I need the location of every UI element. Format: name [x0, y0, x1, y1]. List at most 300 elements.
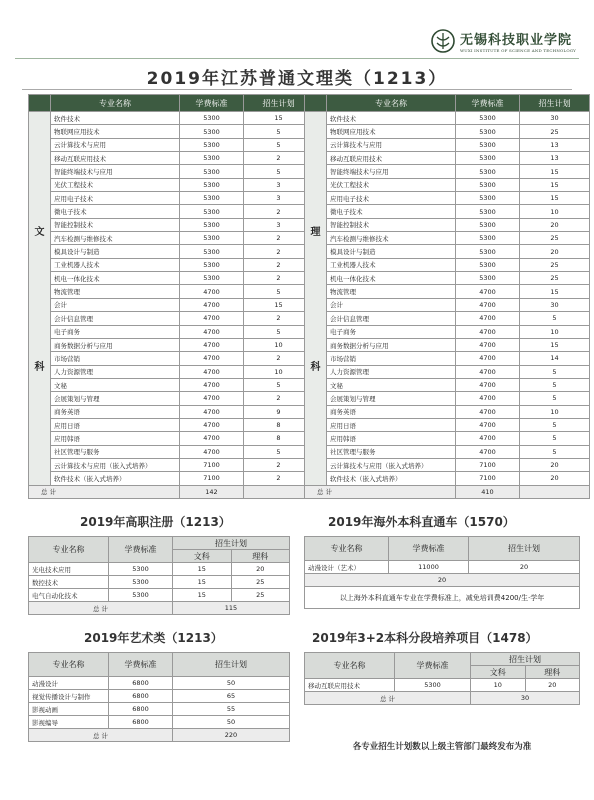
col-header-name: 专业名称: [29, 653, 109, 677]
major-name: 工业机器人技术: [51, 258, 180, 271]
plan: 9: [244, 405, 314, 418]
fee: 4700: [456, 352, 520, 365]
major-name: 工业机器人技术: [327, 258, 456, 271]
footer-note: 各专业招生计划数以上级主管部门最终发布为准: [352, 742, 532, 752]
fee: 11000: [389, 561, 469, 574]
major-name: 机电一体化技术: [51, 272, 180, 285]
fee: 4700: [456, 392, 520, 405]
fee: 5300: [109, 589, 173, 602]
table-row: [305, 178, 590, 191]
plan-wen: 15: [173, 589, 232, 602]
col-header-fee: 学费标准: [109, 537, 173, 563]
school-emblem-icon: [430, 28, 456, 54]
table-row: [29, 298, 314, 311]
header-divider: [15, 58, 579, 59]
category-side-label: [305, 112, 327, 486]
side-char: 文: [34, 227, 45, 239]
title-divider: [22, 89, 572, 90]
plan-li: 20: [231, 563, 290, 576]
table-row: [29, 338, 314, 351]
major-name: 智能终端技术与应用: [327, 165, 456, 178]
table-row: [29, 690, 290, 703]
plan: 3: [244, 178, 314, 191]
side-char: 理: [310, 227, 321, 239]
fee: 5300: [456, 245, 520, 258]
major-name: 云计算技术与应用: [51, 138, 180, 151]
fee: 5300: [456, 112, 520, 125]
col-header-name: 专业名称: [327, 95, 456, 112]
li-ke-table: [304, 94, 590, 499]
major-name: 软件技术（嵌入式培养）: [327, 472, 456, 485]
table-row: [29, 563, 290, 576]
table-row: [305, 445, 590, 458]
plan: 5: [244, 325, 314, 338]
table-row: [29, 192, 314, 205]
side-char: 科: [34, 362, 45, 374]
major-name: 移动互联应用技术: [305, 679, 395, 692]
table-row: [305, 392, 590, 405]
table-row: [29, 365, 314, 378]
fee: 4700: [180, 392, 244, 405]
fee: 5300: [180, 165, 244, 178]
fee: 4700: [456, 285, 520, 298]
table-row: [29, 576, 290, 589]
fee: 5300: [180, 192, 244, 205]
fee: 5300: [456, 138, 520, 151]
table-row: [305, 125, 590, 138]
fee: 4700: [180, 298, 244, 311]
fee: 5300: [180, 218, 244, 231]
table-row: [305, 679, 580, 692]
major-name: 物联网应用技术: [51, 125, 180, 138]
table-row: [29, 703, 290, 716]
haiwai-table: [304, 536, 580, 609]
fee: 4700: [180, 445, 244, 458]
plan: 5: [520, 432, 590, 445]
total-label: 总 计: [29, 602, 173, 615]
major-name: 市场营销: [327, 352, 456, 365]
plan: 13: [520, 152, 590, 165]
major-name: 会计信息管理: [51, 312, 180, 325]
major-name: 影视动画: [29, 703, 109, 716]
plan: 15: [520, 338, 590, 351]
major-name: 软件技术: [51, 112, 180, 125]
total-label: 总 计: [29, 729, 173, 742]
fee: 5300: [180, 272, 244, 285]
total-row: [305, 692, 580, 705]
table-row: [305, 165, 590, 178]
fee: 5300: [180, 125, 244, 138]
major-name: 应用日语: [327, 418, 456, 431]
fee: 4700: [456, 405, 520, 418]
table-row: [29, 312, 314, 325]
major-name: 模具设计与制造: [327, 245, 456, 258]
plan: 2: [244, 392, 314, 405]
col-header-fee: 学费标准: [389, 537, 469, 561]
fee: 4700: [456, 378, 520, 391]
fee: 7100: [456, 458, 520, 471]
total-empty: [520, 485, 590, 498]
plan: 5: [520, 365, 590, 378]
plan: 13: [520, 138, 590, 151]
table-row: [305, 272, 590, 285]
total-value: 410: [456, 485, 520, 498]
fee: 6800: [109, 677, 173, 690]
school-name-en: WUXI INSTITUTE OF SCIENCE AND TECHNOLOGY: [459, 48, 576, 53]
major-name: 微电子技术: [51, 205, 180, 218]
fee: 4700: [456, 298, 520, 311]
plan: 2: [244, 258, 314, 271]
major-name: 应用韩语: [51, 432, 180, 445]
table-row: [29, 325, 314, 338]
major-name: 会计: [51, 298, 180, 311]
col-header-li: 理科: [231, 550, 290, 563]
fee: 7100: [180, 458, 244, 471]
plan: 15: [520, 165, 590, 178]
sanjia-table: [304, 652, 580, 705]
fee: 5300: [180, 138, 244, 151]
plan: 5: [520, 445, 590, 458]
col-header-plan: 招生计划: [173, 537, 290, 550]
plan: 5: [244, 445, 314, 458]
fee: 4700: [456, 325, 520, 338]
fee: 4700: [180, 418, 244, 431]
major-name: 汽车检测与维修技术: [51, 232, 180, 245]
major-name: 应用电子技术: [51, 192, 180, 205]
plan: 8: [244, 432, 314, 445]
major-name: 社区管理与服务: [327, 445, 456, 458]
fee: 4700: [180, 352, 244, 365]
table-row: [29, 218, 314, 231]
major-name: 会展策划与管理: [327, 392, 456, 405]
table-row: [305, 298, 590, 311]
total-value: 142: [180, 485, 244, 498]
col-header-wen: 文科: [173, 550, 232, 563]
table-row: [29, 285, 314, 298]
fee: 5300: [456, 178, 520, 191]
category-side-label: [29, 112, 51, 486]
major-name: 会计信息管理: [327, 312, 456, 325]
plan: 15: [520, 178, 590, 191]
plan-wen: 15: [173, 563, 232, 576]
major-name: 移动互联应用技术: [51, 152, 180, 165]
fee: 4700: [180, 405, 244, 418]
fee: 6800: [109, 716, 173, 729]
fee: 5300: [456, 165, 520, 178]
col-header-name: 专业名称: [305, 653, 395, 679]
fee: 5300: [109, 563, 173, 576]
table-row: [305, 232, 590, 245]
plan: 55: [173, 703, 290, 716]
table-row: [29, 178, 314, 191]
fee: 5300: [109, 576, 173, 589]
fee: 4700: [180, 325, 244, 338]
fee: 5300: [180, 152, 244, 165]
plan: 50: [173, 677, 290, 690]
major-name: 模具设计与制造: [51, 245, 180, 258]
major-name: 动漫设计: [29, 677, 109, 690]
major-name: 移动互联应用技术: [327, 152, 456, 165]
table-row: [305, 352, 590, 365]
total-row: [305, 485, 590, 498]
plan: 8: [244, 418, 314, 431]
fee: 5300: [456, 192, 520, 205]
plan: 10: [520, 325, 590, 338]
plan: 5: [244, 138, 314, 151]
plan: 15: [244, 112, 314, 125]
plan: 3: [244, 192, 314, 205]
table-row: [29, 272, 314, 285]
major-name: 市场营销: [51, 352, 180, 365]
note-row: [305, 587, 580, 609]
fee: 5300: [456, 272, 520, 285]
major-name: 商务英语: [327, 405, 456, 418]
table-row: [305, 378, 590, 391]
plan: 10: [244, 365, 314, 378]
major-name: 云计算技术与应用（嵌入式培养）: [327, 458, 456, 471]
fee: 4700: [180, 285, 244, 298]
plan: 2: [244, 352, 314, 365]
major-name: 会展策划与管理: [51, 392, 180, 405]
major-name: 应用韩语: [327, 432, 456, 445]
fee: 5300: [456, 125, 520, 138]
total-row: [29, 729, 290, 742]
table-row: [29, 165, 314, 178]
table-row: [305, 432, 590, 445]
side-header: [29, 95, 51, 112]
side-header: [305, 95, 327, 112]
col-header-fee: 学费标准: [456, 95, 520, 112]
major-name: 光电技术应用: [29, 563, 109, 576]
table-row: [305, 258, 590, 271]
plan: 5: [520, 312, 590, 325]
fee: 4700: [180, 338, 244, 351]
fee: 5300: [456, 258, 520, 271]
wen-ke-table: [28, 94, 314, 499]
table-row: [305, 138, 590, 151]
total-row: [29, 485, 314, 498]
plan: 2: [244, 458, 314, 471]
fee: 4700: [456, 365, 520, 378]
table-row: [29, 472, 314, 485]
plan-li: 25: [231, 589, 290, 602]
plan: 20: [520, 472, 590, 485]
col-header-fee: 学费标准: [180, 95, 244, 112]
fee: 7100: [456, 472, 520, 485]
major-name: 汽车检测与维修技术: [327, 232, 456, 245]
major-name: 物流管理: [51, 285, 180, 298]
fee: 4700: [180, 432, 244, 445]
yishu-table: [28, 652, 290, 742]
table-row: [305, 472, 590, 485]
total-value: 20: [305, 574, 580, 587]
sanjia-title: 2019年3+2本科分段培养项目（1478）: [312, 631, 538, 645]
major-name: 数控技术: [29, 576, 109, 589]
fee: 4700: [180, 312, 244, 325]
major-name: 电子商务: [327, 325, 456, 338]
table-row: [305, 112, 590, 125]
major-name: 软件技术（嵌入式培养）: [51, 472, 180, 485]
fee: 5300: [180, 232, 244, 245]
side-char: 科: [310, 362, 321, 374]
fee: 4700: [456, 432, 520, 445]
plan: 20: [520, 458, 590, 471]
plan: 2: [244, 232, 314, 245]
major-name: 物流管理: [327, 285, 456, 298]
fee: 4700: [180, 378, 244, 391]
table-row: [305, 285, 590, 298]
col-header-wen: 文科: [471, 666, 526, 679]
plan: 10: [520, 205, 590, 218]
major-name: 智能控制技术: [327, 218, 456, 231]
table-row: [305, 205, 590, 218]
major-name: 光伏工程技术: [51, 178, 180, 191]
plan: 10: [520, 405, 590, 418]
col-header-plan: 招生计划: [520, 95, 590, 112]
fee: 7100: [180, 472, 244, 485]
plan: 5: [244, 378, 314, 391]
total-value: 30: [471, 692, 580, 705]
table-row: [29, 152, 314, 165]
plan: 3: [244, 218, 314, 231]
school-name: 无锡科技职业学院: [459, 33, 572, 48]
total-row: [305, 574, 580, 587]
plan: 15: [244, 298, 314, 311]
fee: 5300: [180, 112, 244, 125]
major-name: 商务数据分析与应用: [327, 338, 456, 351]
plan: 5: [520, 418, 590, 431]
fee: 4700: [456, 338, 520, 351]
major-name: 云计算技术与应用（嵌入式培养）: [51, 458, 180, 471]
table-row: [29, 112, 314, 125]
plan: 30: [520, 112, 590, 125]
major-name: 视觉传播设计与制作: [29, 690, 109, 703]
major-name: 机电一体化技术: [327, 272, 456, 285]
table-row: [305, 458, 590, 471]
plan: 5: [520, 392, 590, 405]
fee: 5300: [456, 218, 520, 231]
gaozhi-title: 2019年高职注册（1213）: [80, 515, 231, 529]
major-name: 文秘: [327, 378, 456, 391]
plan: 2: [244, 312, 314, 325]
total-empty: [244, 485, 314, 498]
plan-li: 25: [231, 576, 290, 589]
plan: 65: [173, 690, 290, 703]
col-header-plan: 招生计划: [469, 537, 580, 561]
col-header-name: 专业名称: [51, 95, 180, 112]
major-name: 智能终端技术与应用: [51, 165, 180, 178]
plan: 15: [520, 285, 590, 298]
total-value: 115: [173, 602, 290, 615]
plan: 25: [520, 272, 590, 285]
total-label: 总 计: [29, 485, 180, 498]
fee: 4700: [180, 365, 244, 378]
school-logo: [430, 28, 576, 54]
fee: 5300: [180, 258, 244, 271]
table-row: [29, 245, 314, 258]
plan-wen: 15: [173, 576, 232, 589]
col-header-fee: 学费标准: [395, 653, 471, 679]
fee: 6800: [109, 703, 173, 716]
fee: 5300: [180, 205, 244, 218]
major-name: 智能控制技术: [51, 218, 180, 231]
col-header-name: 专业名称: [305, 537, 389, 561]
table-row: [305, 325, 590, 338]
table-row: [29, 378, 314, 391]
fee: 5300: [180, 178, 244, 191]
fee: 5300: [456, 152, 520, 165]
col-header-li: 理科: [525, 666, 580, 679]
plan: 5: [520, 378, 590, 391]
major-name: 文秘: [51, 378, 180, 391]
yishu-title: 2019年艺术类（1213）: [84, 631, 223, 645]
major-name: 影视编导: [29, 716, 109, 729]
fee: 4700: [456, 312, 520, 325]
col-header-plan: 招生计划: [173, 653, 290, 677]
table-row: [305, 152, 590, 165]
fee: 5300: [395, 679, 471, 692]
table-row: [29, 392, 314, 405]
plan: 20: [469, 561, 580, 574]
table-row: [29, 458, 314, 471]
fee: 4700: [456, 445, 520, 458]
plan: 2: [244, 205, 314, 218]
plan: 15: [520, 192, 590, 205]
plan: 5: [244, 285, 314, 298]
major-name: 人力资源管理: [51, 365, 180, 378]
plan: 30: [520, 298, 590, 311]
plan: 5: [244, 125, 314, 138]
plan: 25: [520, 232, 590, 245]
fee: 5300: [456, 205, 520, 218]
col-header-plan: 招生计划: [244, 95, 314, 112]
plan: 50: [173, 716, 290, 729]
plan: 10: [244, 338, 314, 351]
page-title: 2019年江苏普通文理类（1213）: [146, 69, 448, 89]
major-name: 应用日语: [51, 418, 180, 431]
col-header-name: 专业名称: [29, 537, 109, 563]
fee: 5300: [180, 245, 244, 258]
major-name: 会计: [327, 298, 456, 311]
major-name: 人力资源管理: [327, 365, 456, 378]
major-name: 云计算技术与应用: [327, 138, 456, 151]
table-row: [305, 418, 590, 431]
plan: 14: [520, 352, 590, 365]
col-header-fee: 学费标准: [109, 653, 173, 677]
plan-li: 20: [525, 679, 580, 692]
table-row: [305, 312, 590, 325]
major-name: 社区管理与服务: [51, 445, 180, 458]
table-row: [305, 561, 580, 574]
major-name: 电气自动化技术: [29, 589, 109, 602]
table-row: [305, 218, 590, 231]
gaozhi-table: [28, 536, 290, 615]
plan-wen: 10: [471, 679, 526, 692]
major-name: 商务英语: [51, 405, 180, 418]
major-name: 应用电子技术: [327, 192, 456, 205]
table-row: [305, 365, 590, 378]
table-row: [29, 716, 290, 729]
major-name: 微电子技术: [327, 205, 456, 218]
total-row: [29, 602, 290, 615]
plan: 2: [244, 152, 314, 165]
table-row: [29, 405, 314, 418]
table-row: [29, 352, 314, 365]
total-label: 总 计: [305, 692, 471, 705]
plan: 2: [244, 245, 314, 258]
plan: 5: [244, 165, 314, 178]
table-row: [29, 432, 314, 445]
